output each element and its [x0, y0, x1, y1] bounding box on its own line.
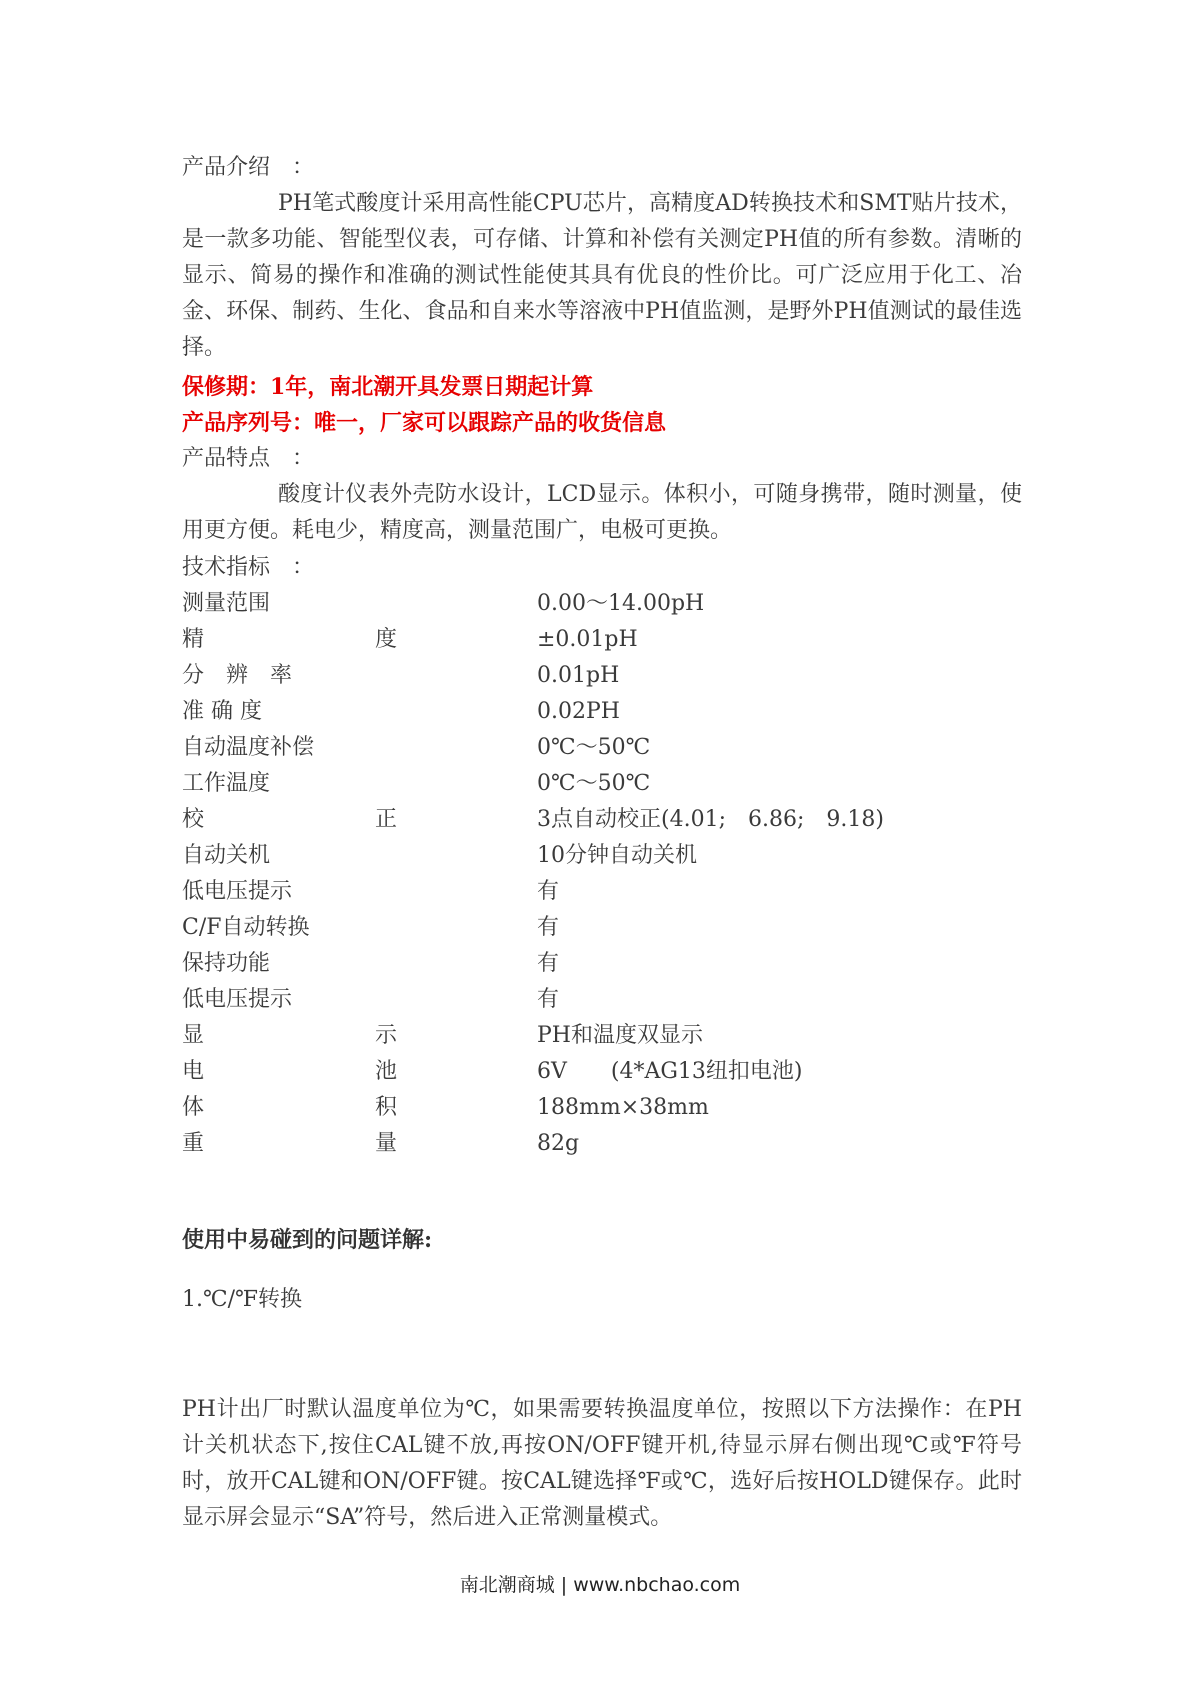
spec-value: 有 — [537, 951, 560, 976]
spec-value: 有 — [537, 915, 560, 940]
spec-key: 准 确 度 — [182, 699, 262, 724]
warranty-note: 保修期：1年，南北潮开具发票日期起计算 — [182, 374, 594, 400]
spec-key: 精 — [182, 627, 205, 652]
spec-key-tail: 度 — [375, 627, 398, 652]
spec-value: 82g — [537, 1131, 580, 1156]
spec-key: C/F自动转换 — [182, 915, 310, 940]
spec-key: 体 — [182, 1095, 205, 1120]
spec-key: 工作温度 — [182, 771, 271, 796]
intro-body: PH笔式酸度计采用高性能CPU芯片，高精度AD转换技术和SMT贴片技术，是一款多功能、智能型仪表，可存储、计算和补偿有关测定PH值的所有参数。清晰的显示、简易的操作和准确的测试性能使其具有优良的性价比。可广泛应用于化工、冶金、环保、制药、生化、食品和自来水等溶液中PH值监测，是野外PH值测试的最佳选择。 — [182, 191, 1022, 360]
spec-value: 0.02PH — [537, 699, 620, 724]
spec-key-tail: 积 — [375, 1095, 398, 1120]
spec-row — [182, 1126, 1022, 1162]
spec-key: 保持功能 — [182, 951, 271, 976]
spec-key: 自动温度补偿 — [182, 735, 315, 760]
spec-value: 0.00～14.00pH — [537, 591, 705, 616]
spec-key: 电 — [182, 1059, 205, 1084]
spec-key: 显 — [182, 1023, 205, 1048]
spec-key: 校 — [182, 807, 205, 832]
faq-item1-body: PH计出厂时默认温度单位为℃，如果需要转换温度单位，按照以下方法操作：在PH计关机状态下,按住CAL键不放,再按ON/OFF键开机,待显示屏右侧出现℃或℉符号时，放开CAL键和ON/OFF键。按CAL键选择℉或℃，选好后按HOLD键保存。此时显示屏会显示“SA”符号，然后进入正常测量模式。 — [182, 1397, 1022, 1530]
features-heading: 产品特点 ： — [182, 446, 315, 471]
faq-heading: 使用中易碰到的问题详解: — [182, 1227, 433, 1253]
spec-row — [182, 910, 1022, 946]
spec-row — [182, 874, 1022, 910]
spec-key: 重 — [182, 1131, 205, 1156]
spec-key: 低电压提示 — [182, 987, 293, 1012]
spec-value: 0℃～50℃ — [537, 771, 651, 796]
features-body: 酸度计仪表外壳防水设计，LCD显示。体积小，可随身携带，随时测量，使用更方便。耗电少，精度高，测量范围广，电极可更换。 — [182, 482, 1022, 543]
spec-row — [182, 622, 1022, 658]
spec-value: 3点自动校正(4.01; 6.86; 9.18) — [537, 807, 884, 832]
spec-value: 6V (4*AG13纽扣电池) — [537, 1059, 803, 1084]
spec-key-tail: 量 — [375, 1131, 398, 1156]
spec-key: 自动关机 — [182, 843, 271, 868]
spec-value: 0.01pH — [537, 663, 620, 688]
spec-value: 188mm×38mm — [537, 1095, 709, 1120]
specs-heading: 技术指标 ： — [182, 555, 315, 580]
spec-value: PH和温度双显示 — [537, 1023, 703, 1048]
spec-key-tail: 正 — [375, 807, 398, 832]
spec-row — [182, 1054, 1022, 1090]
spec-row — [182, 658, 1022, 694]
spec-row — [182, 694, 1022, 730]
intro-heading: 产品介绍 ： — [182, 155, 315, 180]
spec-value: 有 — [537, 987, 560, 1012]
spec-value: 0℃～50℃ — [537, 735, 651, 760]
spec-value: 10分钟自动关机 — [537, 843, 697, 868]
serial-note: 产品序列号：唯一，厂家可以跟踪产品的收货信息 — [182, 410, 667, 436]
spec-row — [182, 802, 1022, 838]
faq-item1-title: 1.℃/℉转换 — [182, 1287, 303, 1312]
spec-row — [182, 1090, 1022, 1126]
spec-value: ±0.01pH — [537, 627, 638, 652]
spec-row — [182, 730, 1022, 766]
spec-row — [182, 982, 1022, 1018]
spec-key: 分 辨 率 — [182, 663, 293, 688]
spec-row — [182, 586, 1022, 622]
spec-key: 低电压提示 — [182, 879, 293, 904]
spec-key-tail: 示 — [375, 1023, 398, 1048]
spec-key-tail: 池 — [375, 1059, 398, 1084]
spec-value: 有 — [537, 879, 560, 904]
spec-row — [182, 1018, 1022, 1054]
spec-row — [182, 946, 1022, 982]
spec-row — [182, 838, 1022, 874]
spec-row — [182, 766, 1022, 802]
page-footer: 南北潮商城 | www.nbchao.com — [459, 1574, 741, 1596]
spec-key: 测量范围 — [182, 591, 271, 616]
